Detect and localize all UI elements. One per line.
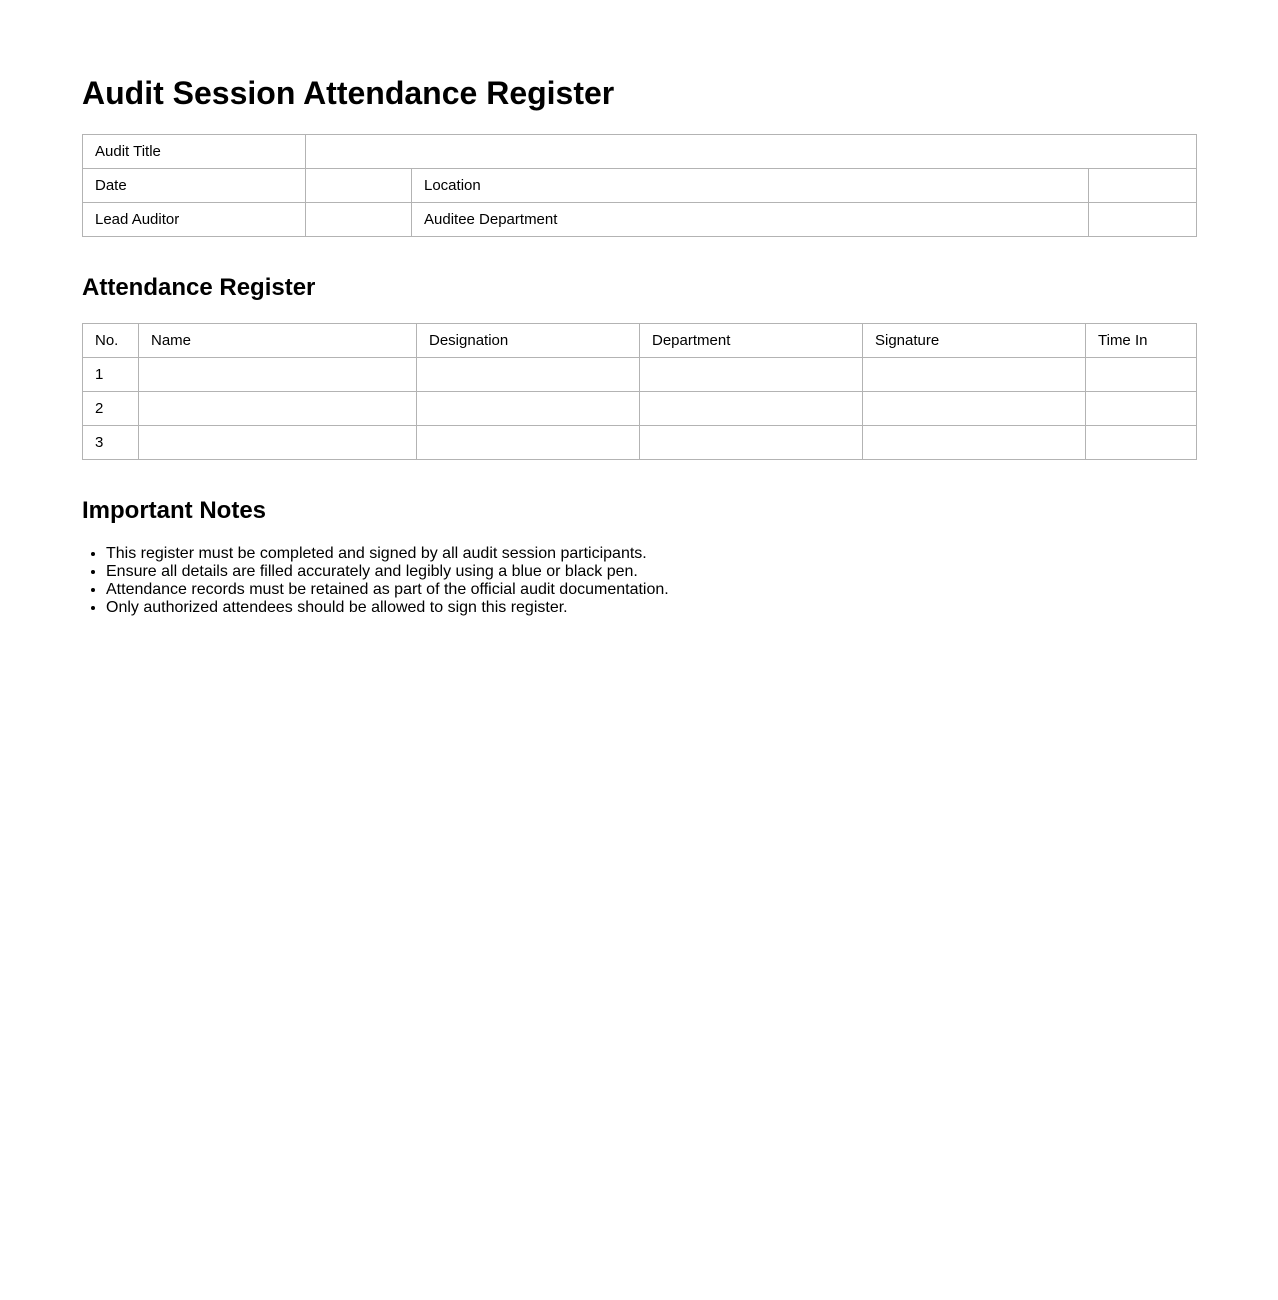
table-row	[83, 358, 1197, 392]
table-row	[83, 392, 1197, 426]
date-label: Date	[83, 169, 306, 203]
notes-list	[82, 545, 1196, 617]
attendance-heading: Attendance Register	[82, 274, 316, 301]
page-title: Audit Session Attendance Register	[82, 75, 615, 111]
row-number: 2	[83, 392, 139, 426]
row-number: 1	[83, 358, 139, 392]
lead-auditor-field[interactable]	[306, 203, 412, 237]
department-cell[interactable]	[640, 426, 863, 460]
column-header-designation: Designation	[417, 324, 640, 358]
column-header-signature: Signature	[863, 324, 1086, 358]
auditee-department-field[interactable]	[1089, 203, 1197, 237]
designation-cell[interactable]	[417, 358, 640, 392]
column-header-time-in: Time In	[1086, 324, 1197, 358]
signature-cell[interactable]	[863, 392, 1086, 426]
list-item: • Only authorized attendees should be allowed to sign this register.	[106, 599, 1196, 617]
info-row-audit-title	[83, 135, 1197, 169]
document-page	[0, 0, 1278, 617]
location-label: Location	[412, 169, 1089, 203]
department-cell[interactable]	[640, 358, 863, 392]
location-field[interactable]	[1089, 169, 1197, 203]
attendance-header-row	[83, 324, 1197, 358]
audit-title-field[interactable]	[306, 135, 1197, 169]
department-cell[interactable]	[640, 392, 863, 426]
list-item: • Ensure all details are filled accurately and legibly using a blue or black pen.	[106, 563, 1196, 581]
date-field[interactable]	[306, 169, 412, 203]
table-row	[83, 426, 1197, 460]
notes-heading: Important Notes	[82, 497, 267, 524]
time-in-cell[interactable]	[1086, 392, 1197, 426]
designation-cell[interactable]	[417, 392, 640, 426]
signature-cell[interactable]	[863, 358, 1086, 392]
list-item: • Attendance records must be retained as part of the official audit documentation.	[106, 581, 1196, 599]
info-row-date-location	[83, 169, 1197, 203]
lead-auditor-label: Lead Auditor	[83, 203, 306, 237]
column-header-name: Name	[139, 324, 417, 358]
info-row-auditor-department	[83, 203, 1197, 237]
signature-cell[interactable]	[863, 426, 1086, 460]
time-in-cell[interactable]	[1086, 358, 1197, 392]
row-number: 3	[83, 426, 139, 460]
name-cell[interactable]	[139, 426, 417, 460]
time-in-cell[interactable]	[1086, 426, 1197, 460]
audit-info-table	[82, 134, 1197, 237]
name-cell[interactable]	[139, 392, 417, 426]
column-header-no: No.	[83, 324, 139, 358]
attendance-table	[82, 323, 1197, 460]
list-item: • This register must be completed and signed by all audit session participants.	[106, 545, 1196, 563]
auditee-department-label: Auditee Department	[412, 203, 1089, 237]
name-cell[interactable]	[139, 358, 417, 392]
designation-cell[interactable]	[417, 426, 640, 460]
audit-title-label: Audit Title	[83, 135, 306, 169]
column-header-department: Department	[640, 324, 863, 358]
